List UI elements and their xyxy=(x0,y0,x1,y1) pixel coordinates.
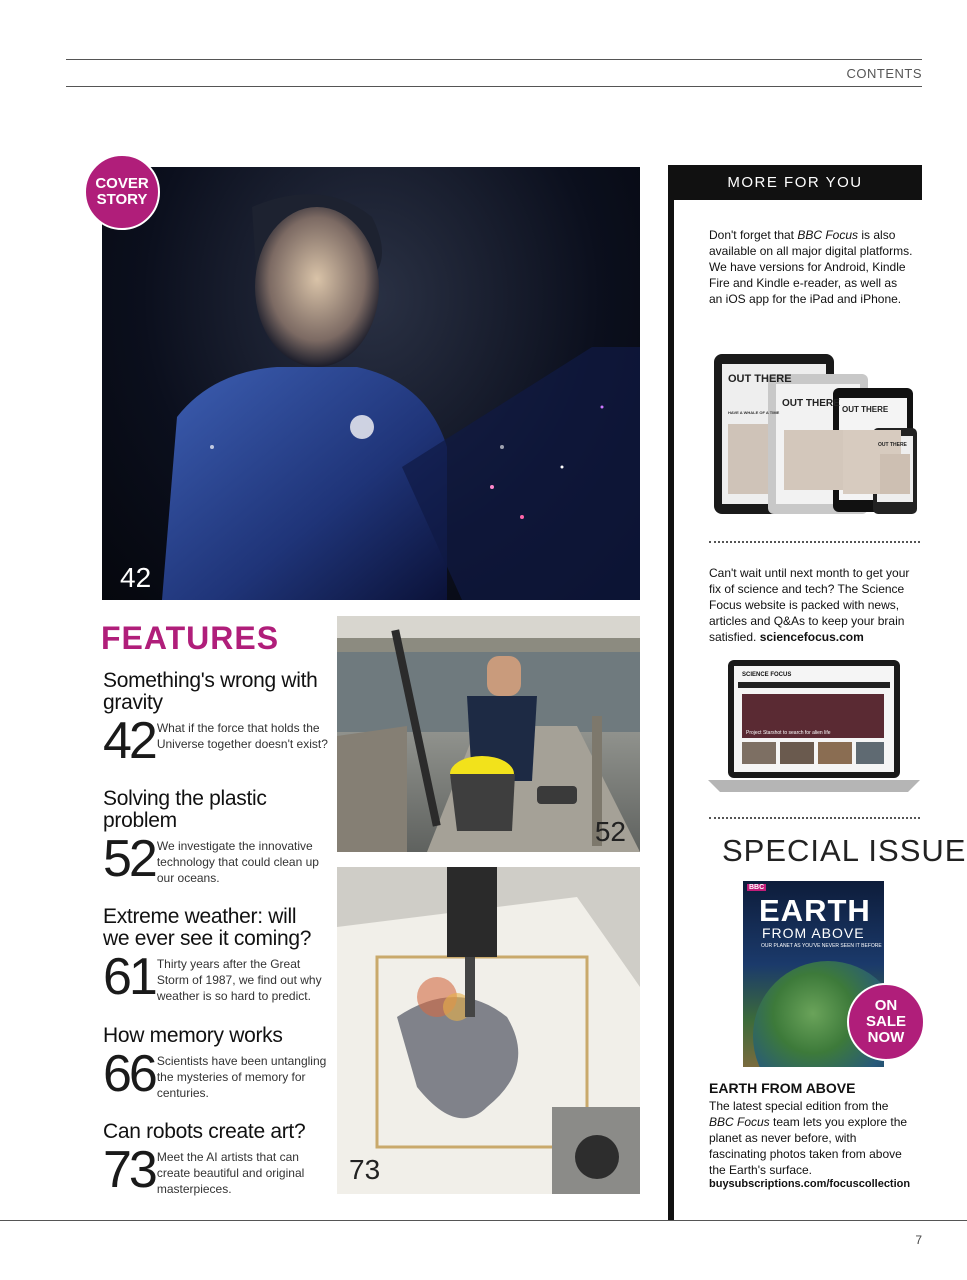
website-text: Can't wait until next month to get your fix of science and tech? The Science Focus website is packed with news, articles and Q&As to keep your brain satisfied. xyxy=(709,566,910,644)
digital-post: is also available on all major digital platforms. We have versions for Android, Kindle Fire and Kindle e-reader, as well as an iOS app for the iPad and iPhone. xyxy=(709,228,913,306)
digital-pre: Don't forget that xyxy=(709,228,798,242)
special-issue-blurb xyxy=(709,1098,909,1178)
top-rule xyxy=(66,59,922,60)
feature-page: 66 xyxy=(103,1045,155,1103)
feature-robots[interactable] xyxy=(103,1121,328,1197)
plastic-page-ref: 52 xyxy=(594,816,626,847)
digital-blurb xyxy=(709,227,913,307)
feature-gravity[interactable] xyxy=(103,669,328,770)
feature-page: 73 xyxy=(103,1141,155,1199)
feature-weather[interactable] xyxy=(103,906,328,1004)
sidebar-divider xyxy=(668,165,674,1220)
robot-illustration xyxy=(337,867,640,1194)
special-pre: The latest special edition from the xyxy=(709,1099,889,1113)
badge-line-1: COVER xyxy=(95,175,149,192)
special-brand: BBC Focus xyxy=(709,1115,770,1129)
device-screen-sub-1: HAVE A WHALE OF A TIME xyxy=(728,410,780,415)
dotted-divider-1 xyxy=(709,541,920,543)
mag-tagline: OUR PLANET AS YOU'VE NEVER SEEN IT BEFORE xyxy=(761,943,882,949)
feature-desc: Meet the AI artists that can create beautiful and original masterpieces. xyxy=(156,1150,305,1196)
device-screen-title-3: OUT THERE xyxy=(842,405,889,414)
badge-line-2: STORY xyxy=(96,191,148,208)
cover-page-ref: 42 xyxy=(120,562,152,593)
cover-illustration xyxy=(102,167,640,600)
feature-memory[interactable] xyxy=(103,1025,328,1101)
devices-image xyxy=(708,350,920,518)
digital-brand: BBC Focus xyxy=(797,228,859,242)
mag-title-1: EARTH xyxy=(759,893,871,928)
mag-brand: BBC xyxy=(749,884,765,891)
laptop-image xyxy=(708,658,920,794)
features-heading: FEATURES xyxy=(101,620,280,656)
feature-page: 52 xyxy=(103,830,155,888)
header-rule xyxy=(66,86,922,87)
plastic-photo[interactable] xyxy=(337,616,640,852)
feature-desc: Thirty years after the Great Storm of 1987, we find out why weather is so hard to predict. xyxy=(156,957,322,1003)
feature-page: 42 xyxy=(103,712,155,770)
footer-rule xyxy=(0,1220,967,1221)
laptop-caption: Project Starshot to search for alien life xyxy=(746,730,831,736)
website-blurb xyxy=(709,565,913,645)
on-sale-line-2: SALE xyxy=(865,1013,906,1030)
device-screen-title-2: OUT THERE xyxy=(782,398,840,409)
website-link[interactable]: sciencefocus.com xyxy=(759,630,864,644)
on-sale-badge xyxy=(847,983,925,1061)
feature-desc: We investigate the innovative technology that could clean up our oceans. xyxy=(156,839,319,885)
on-sale-line-3: NOW xyxy=(867,1029,905,1046)
feature-title: Extreme weather: will we ever see it coming? xyxy=(103,905,312,950)
device-screen-title-1: OUT THERE xyxy=(728,373,792,385)
dotted-divider-2 xyxy=(709,817,920,819)
cover-photo[interactable] xyxy=(102,167,640,600)
feature-plastic[interactable] xyxy=(103,788,328,886)
special-post: team lets you explore the planet as never before, with fascinating photos taken from above the Earth's surface. xyxy=(709,1115,908,1177)
special-issue-heading: SPECIAL ISSUE xyxy=(722,833,967,868)
cover-story-badge xyxy=(84,154,160,230)
page-number: 7 xyxy=(915,1233,922,1247)
on-sale-line-1: ON xyxy=(874,997,898,1014)
device-screen-title-4: OUT THERE xyxy=(878,442,907,448)
feature-title: Something's wrong with gravity xyxy=(103,669,318,714)
feature-title: Can robots create art? xyxy=(103,1120,306,1143)
laptop-site-title: SCIENCE FOCUS xyxy=(742,672,792,678)
robot-page-ref: 73 xyxy=(349,1154,381,1185)
special-issue-link[interactable]: buysubscriptions.com/focuscollection xyxy=(709,1178,911,1190)
feature-desc: Scientists have been untangling the mysteries of memory for centuries. xyxy=(156,1054,327,1100)
feature-desc: What if the force that holds the Universe together doesn't exist? xyxy=(156,721,328,751)
feature-title: Solving the plastic problem xyxy=(103,787,267,832)
special-issue-title: EARTH FROM ABOVE xyxy=(709,1080,856,1096)
feature-page: 61 xyxy=(103,948,155,1006)
robot-art-photo[interactable] xyxy=(337,867,640,1194)
mag-title-2: FROM ABOVE xyxy=(762,925,865,941)
feature-title: How memory works xyxy=(103,1024,283,1047)
section-label: CONTENTS xyxy=(846,66,922,81)
more-for-you-heading: MORE FOR YOU xyxy=(668,165,922,200)
